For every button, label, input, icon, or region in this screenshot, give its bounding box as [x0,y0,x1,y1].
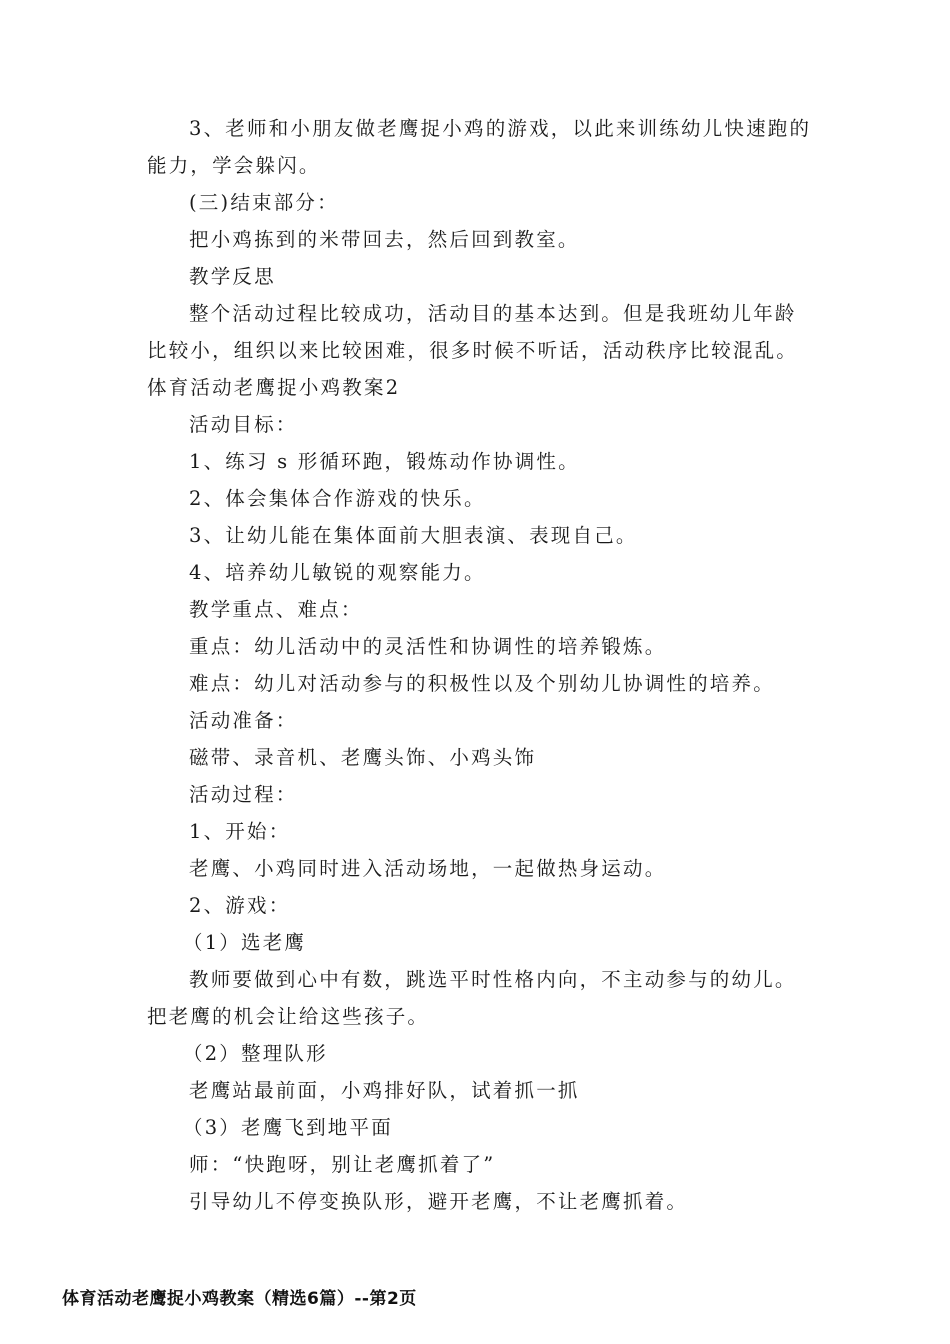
section-heading: 活动目标： [189,413,298,436]
list-item: 2、游戏： [189,894,291,917]
paragraph-line: 把小鸡拣到的米带回去，然后回到教室。 [189,228,580,251]
paragraph-line: 3、老师和小朋友做老鹰捉小鸡的游戏，以此来训练幼儿快速跑的 [189,117,812,140]
paragraph-line: 磁带、录音机、老鹰头饰、小鸡头饰 [189,746,537,769]
paragraph-line: 教师要做到心中有数，跳选平时性格内向，不主动参与的幼儿。 [189,968,797,991]
section-heading: 教学反思 [189,265,276,288]
document-body [147,110,817,1220]
paragraph-line: 老鹰站最前面，小鸡排好队，试着抓一抓 [189,1079,580,1102]
section-heading: 教学重点、难点： [189,598,363,621]
page-footer: 体育活动老鹰捉小鸡教案（精选6篇）--第2页 [62,1289,417,1309]
paragraph-line: 老鹰、小鸡同时进入活动场地，一起做热身运动。 [189,857,667,880]
list-item: 3、让幼儿能在集体面前大胆表演、表现自己。 [189,524,638,547]
sub-item: （1）选老鹰 [183,931,307,954]
section-heading: 活动过程： [189,783,298,806]
sub-item: （3）老鹰飞到地平面 [183,1116,393,1139]
paragraph-line: 引导幼儿不停变换队形，避开老鹰，不让老鹰抓着。 [189,1190,689,1213]
list-item: 1、开始： [189,820,291,843]
list-item: 4、培养幼儿敏锐的观察能力。 [189,561,486,584]
sub-item: （2）整理队形 [183,1042,328,1065]
paragraph-line: 重点：幼儿活动中的灵活性和协调性的培养锻炼。 [189,635,667,658]
paragraph-line: 整个活动过程比较成功，活动目的基本达到。但是我班幼儿年龄 [189,302,797,325]
paragraph-line: 难点：幼儿对活动参与的积极性以及个别幼儿协调性的培养。 [189,672,775,695]
section-heading: (三)结束部分： [189,191,339,214]
paragraph-line: 能力，学会躲闪。 [147,154,321,177]
section-heading: 活动准备： [189,709,298,732]
paragraph-line: 比较小，组织以来比较困难，很多时候不听话，活动秩序比较混乱。 [147,339,799,362]
list-item: 2、体会集体合作游戏的快乐。 [189,487,486,510]
document-title: 体育活动老鹰捉小鸡教案2 [147,376,401,399]
paragraph-line: 师：“快跑呀，别让老鹰抓着了” [189,1153,496,1176]
paragraph-line: 把老鹰的机会让给这些孩子。 [147,1005,430,1028]
list-item: 1、练习 s 形循环跑，锻炼动作协调性。 [189,450,580,473]
